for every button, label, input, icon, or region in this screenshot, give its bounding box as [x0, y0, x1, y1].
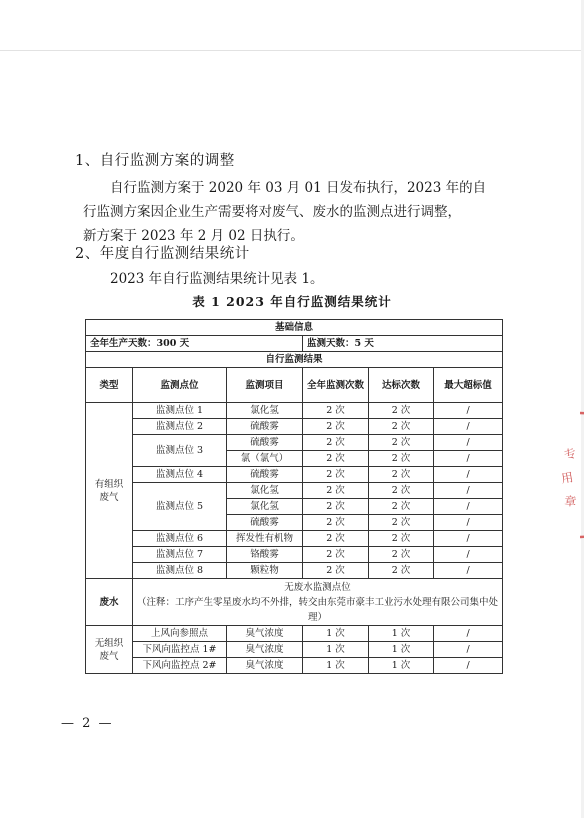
max-cell: / [434, 419, 503, 435]
svg-text:章: 章 [563, 494, 577, 510]
table-row [86, 579, 503, 626]
section-2-paragraph: 2023 年自行监测结果统计见表 1。 [110, 271, 324, 287]
point-cell: 监测点位 3 [133, 435, 227, 467]
point-cell: 下风向监控点 1# [133, 642, 227, 658]
item-cell: 硫酸雾 [227, 467, 303, 483]
item-cell: 氯化氢 [227, 499, 303, 515]
table-row [86, 467, 503, 483]
table-row [86, 336, 503, 352]
section-2-heading: 2、年度自行监测结果统计 [75, 246, 250, 262]
ok-cell: 2 次 [369, 467, 434, 483]
max-cell: / [434, 658, 503, 674]
point-cell: 监测点位 2 [133, 419, 227, 435]
ok-cell: 2 次 [369, 499, 434, 515]
max-cell: / [434, 435, 503, 451]
ok-cell: 2 次 [369, 531, 434, 547]
table-row [86, 658, 503, 674]
item-cell: 氯化氢 [227, 483, 303, 499]
basic-info-header: 基础信息 [86, 320, 503, 336]
max-cell: / [434, 499, 503, 515]
monitoring-results-table [85, 319, 503, 674]
table-row [86, 435, 503, 451]
table-row [86, 352, 503, 368]
point-cell: 监测点位 7 [133, 547, 227, 563]
table-row [86, 563, 503, 579]
max-cell: / [434, 451, 503, 467]
count-cell: 2 次 [303, 435, 369, 451]
column-header: 最大超标值 [434, 368, 503, 403]
ok-cell: 2 次 [369, 419, 434, 435]
count-cell: 2 次 [303, 499, 369, 515]
column-header: 监测项目 [227, 368, 303, 403]
ok-cell: 2 次 [369, 451, 434, 467]
count-cell: 2 次 [303, 531, 369, 547]
red-seal-stamp-icon [540, 405, 584, 545]
table-row [86, 419, 503, 435]
count-cell: 1 次 [303, 658, 369, 674]
ok-cell: 2 次 [369, 563, 434, 579]
results-header: 自行监测结果 [86, 352, 503, 368]
column-header: 全年监测次数 [303, 368, 369, 403]
ok-cell: 1 次 [369, 626, 434, 642]
point-cell: 上风向参照点 [133, 626, 227, 642]
production-days-cell: 全年生产天数：300 天 [86, 336, 303, 352]
item-cell: 铬酸雾 [227, 547, 303, 563]
table-row [86, 547, 503, 563]
table-row [86, 320, 503, 336]
page-number: — 2 — [61, 716, 114, 731]
table-row [86, 403, 503, 419]
top-rule [0, 50, 584, 51]
point-cell: 监测点位 4 [133, 467, 227, 483]
ok-cell: 1 次 [369, 642, 434, 658]
section-1-line-2: 行监测方案因企业生产需要将对废气、废水的监测点进行调整， [83, 204, 461, 220]
count-cell: 2 次 [303, 515, 369, 531]
table-title: 表 1 2023 年自行监测结果统计 [192, 294, 392, 309]
svg-text:专: 专 [562, 445, 579, 463]
column-header: 达标次数 [369, 368, 434, 403]
count-cell: 1 次 [303, 642, 369, 658]
count-cell: 2 次 [303, 563, 369, 579]
type-cell-wastewater: 废水 [86, 579, 133, 626]
monitoring-days-cell: 监测天数：5 天 [303, 336, 503, 352]
table-row [86, 642, 503, 658]
point-cell: 监测点位 8 [133, 563, 227, 579]
ok-cell: 2 次 [369, 403, 434, 419]
ok-cell: 1 次 [369, 658, 434, 674]
max-cell: / [434, 563, 503, 579]
point-cell: 监测点位 6 [133, 531, 227, 547]
point-cell: 监测点位 5 [133, 483, 227, 531]
item-cell: 硫酸雾 [227, 435, 303, 451]
ok-cell: 2 次 [369, 515, 434, 531]
section-1-line-1: 自行监测方案于 2020 年 03 月 01 日发布执行，2023 年的自 [110, 180, 487, 196]
count-cell: 2 次 [303, 467, 369, 483]
item-cell: 颗粒物 [227, 563, 303, 579]
item-cell: 氯（氯气） [227, 451, 303, 467]
column-header: 监测点位 [133, 368, 227, 403]
section-1-line-3: 新方案于 2023 年 2 月 02 日执行。 [83, 228, 304, 244]
max-cell: / [434, 515, 503, 531]
count-cell: 1 次 [303, 626, 369, 642]
table-row [86, 483, 503, 499]
max-cell: / [434, 531, 503, 547]
svg-text:用: 用 [560, 470, 575, 486]
item-cell: 臭气浓度 [227, 626, 303, 642]
max-cell: / [434, 547, 503, 563]
max-cell: / [434, 467, 503, 483]
column-header-row [86, 368, 503, 403]
max-cell: / [434, 626, 503, 642]
section-1-heading: 1、自行监测方案的调整 [75, 153, 235, 169]
item-cell: 硫酸雾 [227, 515, 303, 531]
ok-cell: 2 次 [369, 547, 434, 563]
item-cell: 硫酸雾 [227, 419, 303, 435]
ok-cell: 2 次 [369, 435, 434, 451]
wastewater-line-1: 无废水监测点位 [284, 581, 351, 593]
item-cell: 氯化氢 [227, 403, 303, 419]
count-cell: 2 次 [303, 483, 369, 499]
type-cell-fugitive: 无组织废气 [86, 626, 133, 674]
count-cell: 2 次 [303, 451, 369, 467]
point-cell: 下风向监控点 2# [133, 658, 227, 674]
count-cell: 2 次 [303, 547, 369, 563]
type-cell-organized: 有组织废气 [86, 403, 133, 579]
item-cell: 臭气浓度 [227, 658, 303, 674]
max-cell: / [434, 403, 503, 419]
max-cell: / [434, 642, 503, 658]
item-cell: 挥发性有机物 [227, 531, 303, 547]
table-row [86, 626, 503, 642]
max-cell: / [434, 483, 503, 499]
ok-cell: 2 次 [369, 483, 434, 499]
column-header: 类型 [86, 368, 133, 403]
wastewater-note-cell [133, 579, 503, 626]
count-cell: 2 次 [303, 403, 369, 419]
wastewater-line-2: （注释：工序产生零星废水均不外排，转交由东莞市豪丰工业污水处理有限公司集中处理） [137, 596, 499, 623]
count-cell: 2 次 [303, 419, 369, 435]
point-cell: 监测点位 1 [133, 403, 227, 419]
table-row [86, 531, 503, 547]
item-cell: 臭气浓度 [227, 642, 303, 658]
